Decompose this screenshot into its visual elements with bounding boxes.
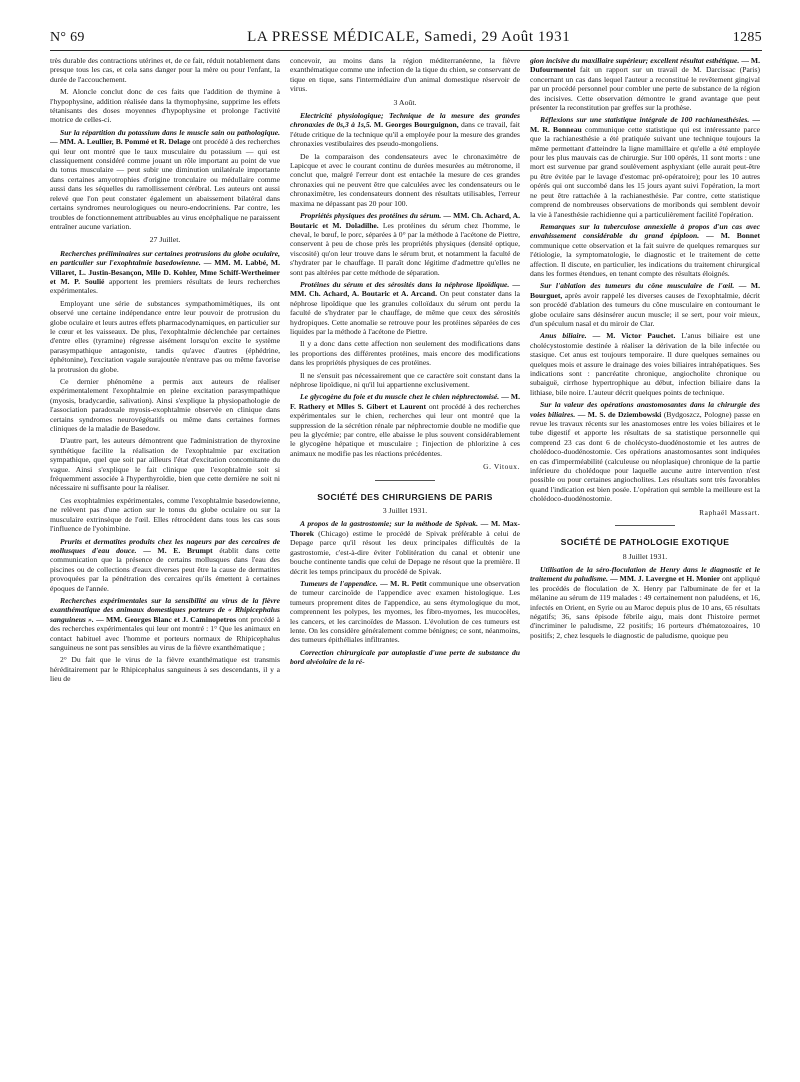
article-title: Protéines du sérum et des sérosités dans la néphrose lipoïdique. (300, 279, 510, 289)
article-text: communique une observation de tumeur carcinoïde de l'appendice avec examen histologique. Les tumeurs proprement dites de l'appendice, au sens étymologique du mot, comprennent les polypes, les myomes, les fibro-myomes, les mucocèles, les cancers, et les carcinoïdes de Masson. L'évolution de ces tumeurs est lente. On les considère généralement comme bénignes; ce sont, néanmoins, des tumeurs épithéliales infiltrantes. (290, 578, 520, 645)
article-text: communique cette observation et la fait suivre de quelques remarques sur l'étiologie, la symptomatologie, le diagnostic et le traitement de cette affection. Il discute, en particulier, les indications du traitement chirurgical dans les formes étendues, en tenant compte des résultats éloignés. (530, 240, 760, 278)
article-authors: — MM. Ch. Achard, A. Boutaric et M. Doladilhe. (290, 211, 520, 230)
paragraph (530, 222, 760, 278)
paragraph (530, 115, 760, 218)
article-title: Utilisation de la séro-floculation de Henry dans le diagnostic et le traitement du paludisme. (530, 564, 760, 584)
article-text: Les protéines du sérum chez l'homme, le cheval, le bœuf, le porc, séparées à 0° par la méthode à l'acétone de Piettre, conservent à peu de chose près les propriétés physiques (densité optique, viscosité) qu'on leur trouve dans le sérum brut, et notamment la faculté de s'hydrater par le chauffage. Il paraît donc légitime d'admettre qu'elles ne sont pas altérées par cette méthode de séparation. (290, 220, 520, 277)
article-title: Remarques sur la tuberculose annexielle à propos d'un cas avec envahissement considérable du grand épiploon. (530, 221, 760, 241)
paragraph (530, 56, 760, 112)
session-date: 3 Juillet 1931. (382, 506, 428, 516)
paragraph: 2° Du fait que le virus de la fièvre exanthématique est transmis héréditairement par le Rhipicephalus sanguineus à ses descendants, il y a lieu de (50, 655, 280, 684)
session-date: 8 Juillet 1931. (622, 551, 668, 561)
article-authors: — M. Bourguet, (530, 281, 760, 300)
article-text: fait un rapport sur un travail de M. Darcissac (Paris) concernant un cas dans lequel l'auteur a reconstitué le revêtement gingival par un procédé personnel pour combler une perte de substance de la région des incisives. Cette observation démontre le grand avantage que peut présenter la reconstitution par greffes sur la prothèse. (530, 65, 760, 113)
paragraph: De la comparaison des condensateurs avec le chronaximètre de Lapicque et avec le courant continu de durées mesurées au métronome, il conclut que, malgré l'erreur dont est entachée la mesure de ces grandes chronaxies qui ne peuvent être que calculées avec les condensateurs ou le chronaximètre, les condensateurs donnent des résultats utilisables, l'erreur maxima ne dépassant pas 20 pour 100. (290, 151, 520, 208)
article-authors: — MM. A. Leullier, B. Pommé et R. Delage (50, 137, 191, 147)
paragraph (530, 565, 760, 640)
article-authors: — MM. M. Labbé, M. Villaret, L. Justin-Besançon, Mlle D. Kohler, Mme Schiff-Wertheimer et M. P. Soulié (50, 258, 280, 286)
society-heading: SOCIÉTÉ DE PATHOLOGIE EXOTIQUE (560, 537, 730, 548)
article-text: apportent les premiers résultats de leurs recherches expérimentales. (50, 276, 280, 296)
article-authors: — M. Dufourmentel (530, 56, 760, 75)
society-heading: SOCIÉTÉ DES CHIRURGIENS DE PARIS (317, 491, 493, 502)
article-authors: — M. E. Brumpt (143, 545, 213, 555)
article-title: Sur la répartition du potassium dans le muscle sain ou pathologique. (60, 127, 280, 137)
paragraph: très durable des contractions utérines et, de ce fait, réduit notablement dans presque tous les cas, et cela sans danger pour la mère ou pour l'enfant, la durée de l'accouchement. (50, 56, 280, 84)
article-title: gion incisive du maxillaire supérieur; excellent résultat esthétique. (530, 56, 740, 65)
section-divider (375, 480, 435, 481)
article-text: dans ce travail, fait l'étude critique de la technique qu'il a employée pour la mesure des grandes chronaxies vestibulaires des pseudo-mongoliens. (290, 120, 520, 149)
report-signature: G. Vitoux. (483, 462, 520, 472)
paragraph: Ce dernier phénomène a permis aux auteurs de réaliser expérimentalement l'exophtalmie en pleine excitation parasympathique (myosis, bradycardie, salivation). Ainsi s'explique la physiopathologie de l'association paradoxale myosis-exophtalmie observée en clinique dans certains syndromes neurovégétatifs ou même dans certaines formes cliniques de la maladie de Basedow. (50, 377, 280, 434)
article-authors: — M. Max-Thorek (290, 519, 520, 538)
article-text: ont procédé à des recherches expérimentales sur le chien, recherches qui leur ont montré que la suppression de la sécrétion rénale par néphrectomie double ne modifie que peu la glycémie; par contre, elle abaisse le plus souvent considérablement le glycogène hépatique et musculaire ; l'injection de phlorizine à ces animaux ne modifie pas les réactions précédentes. (290, 401, 520, 458)
paragraph (290, 579, 520, 645)
paragraph (530, 331, 760, 397)
article-title: Tumeurs de l'appendice. (300, 578, 378, 588)
column-2 (290, 56, 520, 1066)
article-text: ont appliqué les procédés de floculation de X. Henry par l'albuminate de fer et la mélanine au sérum de 119 malades : 49 certainement non paludéens, et 16, infectés en Orient, en Syrie ou au Maroc depuis plus de 10 ans, 65 résultats négatifs; 36, sans épisode fébrile aigu, mais dont l'histoire permet d'incriminer le paludisme, 22 positifs; 16 porteurs d'hématozoaires, 10 positifs; 2, chez lesquels le diagnostic de paludisme, quoique peu (530, 574, 760, 640)
article-text: (Bydgoszcz, Pologne) passe en revue les travaux récents sur les anastomoses entre les voies biliaires et le tube digestif et apporte les résultats de sa statistique personnelle qui comprend 23 cas dont 6 de cholécysto-duodénostomie et les autres de cholédoco-duodénostomie. Ces opérations anastomosantes sont indiquées en cas d'imperméabilité (calculeuse ou néoplasique) chronique de la partie inférieure du cholédoque pour laquelle aucune autre intervention n'est possible ou pour certaines angiocholites. Les résultats sont très favorables quand l'indication est bien posée. L'opération qui semble la meilleure est la cholédoco-duodénostomie. (530, 409, 760, 504)
column-3 (530, 56, 760, 1066)
text-columns (50, 56, 762, 1066)
paragraph: M. Aloncle conclut donc de ces faits que l'addition de thymine à l'hypophysine, addition réalisée dans la thymophysine, supprime les effets tétanisants des doses moyennes d'hypophysine et prolonge l'activité motrice de celles-ci. (50, 87, 280, 125)
paragraph (290, 111, 520, 149)
article-text: communique cette statistique qui est intéressante parce que la rachianesthésie a été pratiquée suivant une technique toujours la même permettant d'atteindre la ligne mamillaire et qu'elle a été employée pour les plus mauvais cas de chirurgie. Sur 100 opérés, 11 sont morts : une mort est survenue par grand soulèvement asphyxiant (elle aurait peut-être pu être évitée par le lavage d'estomac pré-opératoire); pour les 10 autres opérés qui ont succombé dans les 15 jours ayant suivi l'opération, la mort ne peut être rattachée à la rachianesthésie. Par contre, cette statistique comprend de nombreuses observations de moribonds qui semblent devoir la vie à l'anesthésie rachidienne qui a particulièrement facilité l'opération. (530, 124, 760, 219)
paragraph: Il y a donc dans cette affection non seulement des modifications dans les proportions des différentes protéines, mais encore des modifications dans les propriétés physiques de ces protéines. (290, 339, 520, 368)
article-title: Electricité physiologique; Technique de la mesure des grandes chronaxies de 0s,3 à 1s,5. (290, 111, 520, 130)
article-title: A propos de la gastrostomie; sur la méthode de Spivak. (300, 519, 478, 529)
paragraph: D'autre part, les auteurs démontrent que l'administration de thyroxine synthétique facilite la réalisation de l'exophtalmie par excitation sympathique, quel que soit par ailleurs l'état d'excitation concomitante du vague. Ainsi s'explique le fait clinique que l'exophtalmie soit si fréquemment associée à l'hyperthyroïdie, bien que cette dernière ne soit ni nécessaire ni suffisante pour la réaliser. (50, 436, 280, 493)
article-authors: — MM. Ch. Achard, A. Boutaric et A. Arcand. (290, 279, 520, 299)
article-title: Anus biliaire. (540, 331, 587, 341)
page-number: 1285 (732, 30, 762, 45)
article-title: Propriétés physiques des protéines du sérum. (300, 211, 442, 221)
paragraph (530, 400, 760, 503)
paragraph (290, 392, 520, 458)
session-date: 27 Juillet. (149, 235, 181, 245)
paragraph (290, 519, 520, 575)
article-authors: M. Georges Bourguignon, (373, 120, 459, 130)
paragraph (50, 128, 280, 231)
session-date: 3 Août. (393, 97, 417, 107)
article-title: Recherches préliminaires sur certaines protrusions du globe oculaire, en particulier sur l'exophtalmie basedowienne. (50, 248, 280, 268)
article-authors: — MM. J. Lavergne et H. Monier (610, 574, 721, 584)
paragraph: Ces exophtalmies expérimentales, comme l'exophtalmie basedowienne, ne relèvent pas d'une action sur le tonus du globe oculaire ou sur la musculaire extrinsèque de l'œil. Elles rétrocèdent dans tous les cas sous l'influence de l'yohimbine. (50, 495, 280, 534)
paragraph (530, 281, 760, 328)
article-authors: — M. R. Bonneau (530, 115, 760, 134)
article-text: après avoir rappelé les diverses causes de l'exophtalmie, décrit son procédé d'ablation des tumeurs du cône musculaire en contournant le globe oculaire sans désinsérer aucun muscle; il se sert, pour voir mieux, d'un spéculum nasal et du miroir de Clar. (530, 290, 760, 328)
article-text: ont procédé à des recherches qui leur ont montré que le taux musculaire du potassium — qui est classiquement considéré comme jouant un rôle important au point de vue du tonus musculaire — peut subir une diminution unilatérale importante dans certaines amyotrophies d'origine tronculaire ou médullaire comme aussi dans les séquelles du ramollissement cérébral. Les auteurs ont aussi relevé que l'on peut constater également un abaissement bilatéral dans certains syndromes neurologiques ou neuro-endocriniens. Par contre, les troubles de fonctionnement attribuables au virus encéphalique ne paraissent entraîner aucune variation. (50, 137, 280, 231)
article-title: Sur l'ablation des tumeurs du cône musculaire de l'œil. (540, 281, 735, 291)
article-title: Le glycogène du foie et du muscle chez le chien néphrectomisé. (300, 392, 500, 402)
report-signature: Raphaël Massart. (699, 507, 760, 517)
article-text: (Chicago) estime le procédé de Spivak préférable à celui de Depage parce qu'il résout les deux principales difficultés de la gastrostomie, c'est-à-dire éviter l'oblitération du canal et obtenir une bouche continente tandis que celui de Depage ne résout que la première. Il décrit les temps principaux du procédé de Spivak. (290, 528, 520, 576)
page-header (50, 14, 762, 51)
article-authors: — M. Bonnet (706, 231, 760, 241)
paragraph: Il ne s'ensuit pas nécessairement que ce caractère soit constant dans la néphrose lipoïdique, ni qu'il lui appartienne exclusivement. (290, 370, 520, 389)
article-title: Réflexions sur une statistique intégrale de 100 rachianesthésies. (540, 115, 750, 125)
article-authors: — M. Victor Pauchet. (592, 331, 676, 341)
paragraph: concevoir, au moins dans la région méditerranéenne, la fièvre exanthématique comme une infection de la tique du chien, se conservant de tique en tique, sans l'intermédiaire d'un animal domestique réservoir de virus. (290, 56, 520, 94)
article-text: ont procédé à des recherches expérimentales qui leur ont montré : 1° Que les animaux en contact habituel avec l'homme et porteurs normaux de Rhipicephalus sanguineus ne sont pas sensibles au virus de la fièvre exanthématique ; (50, 614, 280, 652)
article-authors: — MM. Georges Blanc et J. Caminopetros (96, 614, 237, 624)
article-authors: — M. R. Petit (380, 578, 427, 588)
column-1 (50, 56, 280, 1066)
paragraph (290, 280, 520, 336)
article-authors: — M. F. Rathery et Mlles S. Gibert et Laurent (290, 392, 520, 411)
paragraph (290, 648, 520, 667)
paragraph (50, 249, 280, 296)
article-title: Recherches expérimentales sur la sensibilité au virus de la fièvre exanthématique des animaux domestiques porteurs de « Rhipicephalus sanguineus ». (50, 595, 280, 624)
article-text: établit dans cette communication que la présence de certains mollusques dans l'eau des piscines ou de collections d'eaux diverses peut être la cause de dermatites provoquées par la pénétration des cercaires qu'ils émettent à certaines époques de l'année. (50, 545, 280, 593)
article-authors: — M. S. de Dziembowski (577, 409, 662, 419)
paragraph (290, 211, 520, 277)
article-text: L'anus biliaire est une cholécystostomie destinée à réaliser la dérivation de la bile infectée ou stasique. Cet anus est toujours temporaire. Il dure quelques semaines ou quelques mois et assure le drainage des voies biliaires intrahépatiques. Ses indications sont : pancréatite chronique, angiocholite chronique ou subaiguë, cirrhose hypertrophique au début, infection biliaire dans la lithiase, bile noire. L'auteur décrit quelques points de technique. (530, 331, 760, 397)
article-title: Correction chirurgicale par autoplastie d'une perte de substance du bord alvéolaire de la ré- (290, 647, 520, 667)
paragraph (50, 537, 280, 593)
paragraph (50, 596, 280, 652)
article-text: On peut constater dans la néphrose lipoïdique que les granules colloïdaux du sérum ont perdu la faculté de s'hydrater par le chauffage, de même que ceux des sérosités hydropiques. Cette anomalie se retrouve pour les protéines séparées de ces liquides par la méthode à l'acétone de Piettre. (290, 289, 520, 336)
section-divider (615, 525, 675, 526)
article-title: Sur la valeur des opérations anastomosantes dans la chirurgie des voies biliaires. (530, 400, 760, 419)
paragraph: Employant une série de substances sympathomimétiques, ils ont observé une certaine indépendance entre leur pouvoir de protrusion du globe oculaire et leurs autres effets pharmacodynamiques, en particulier sur le cœur et les vaisseaux. De plus, l'exophtalmie déclenchée par certaines d'entre elles (tyramine) régresse aisément lorsqu'on excite le système parasympathique antagoniste, tandis qu'avec d'autres (éphédrine, éphétonine), l'excitation vagale surajoutée n'entrave pas ou même favorise la protrusion du globe. (50, 298, 280, 374)
page-title: LA PRESSE MÉDICALE, Samedi, 29 Août 1931 (247, 29, 571, 45)
issue-number: N° 69 (50, 30, 85, 45)
article-title: Prurits et dermatites produits chez les nageurs par des cercaires de mollusques d'eau douce. (50, 536, 280, 555)
